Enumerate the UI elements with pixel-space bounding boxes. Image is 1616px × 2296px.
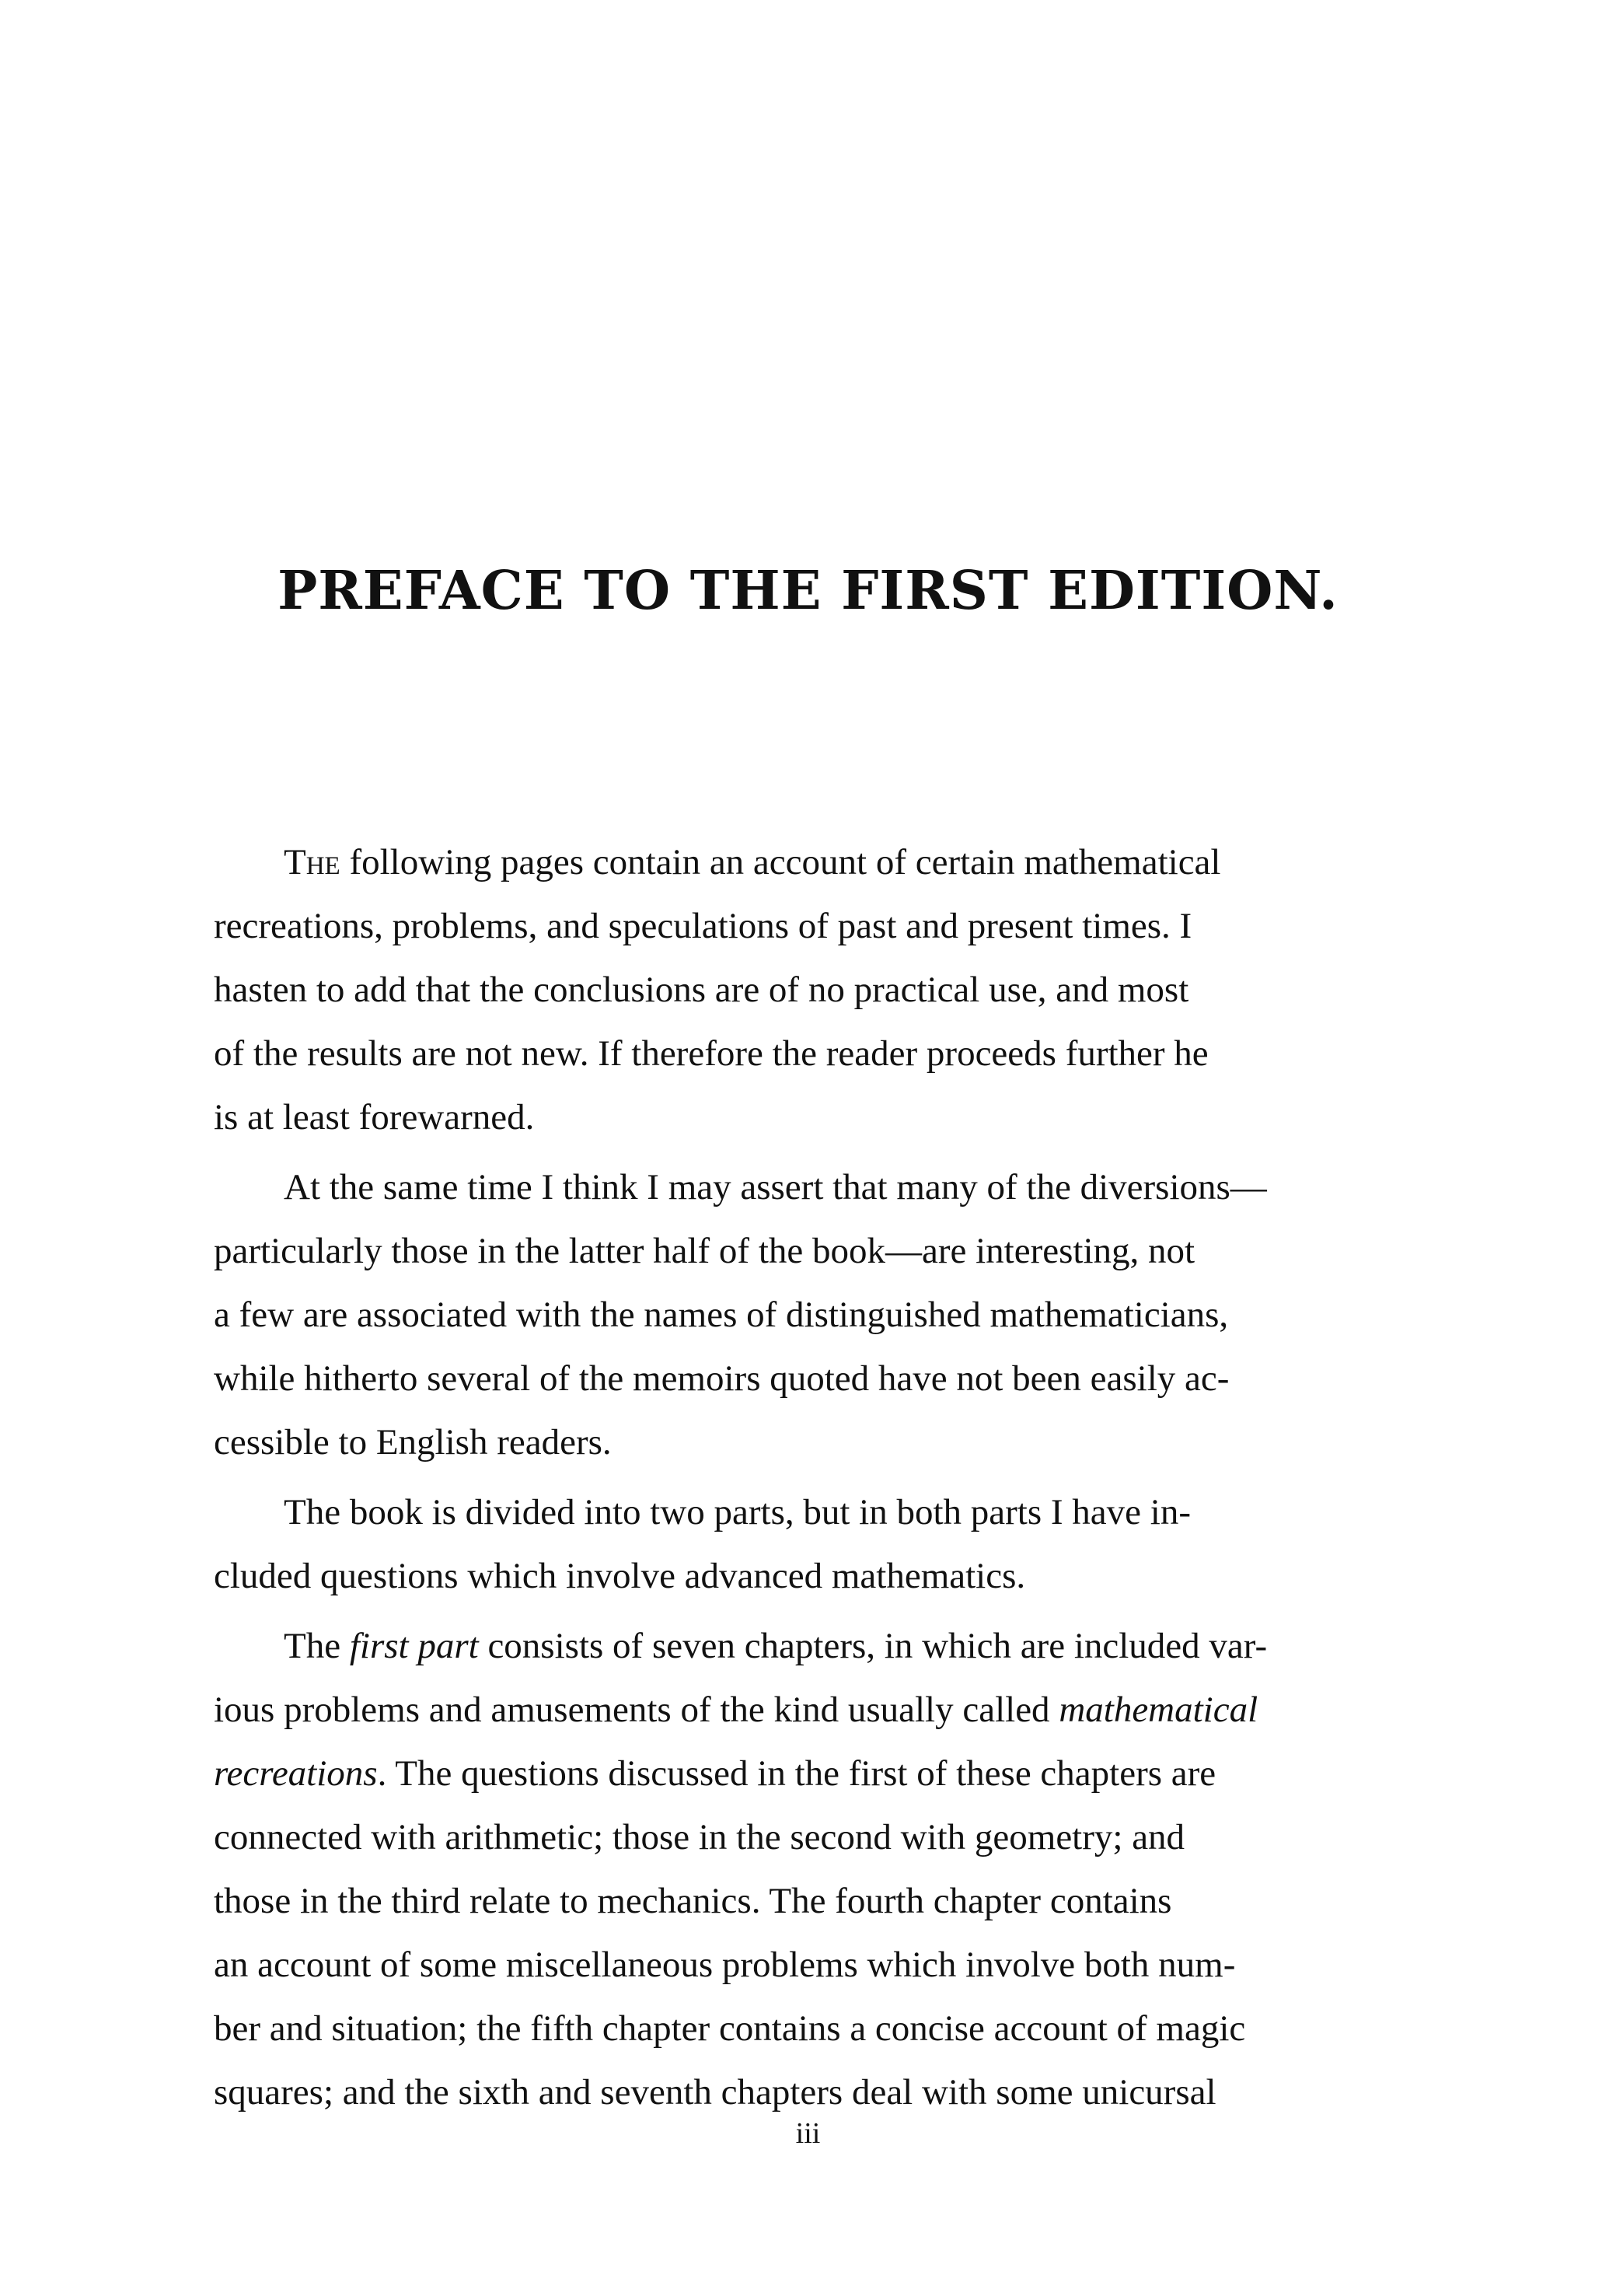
page-title: PREFACE TO THE FIRST EDITION. [277, 560, 1339, 622]
paragraph-4 [214, 1614, 1381, 2124]
paragraph-4-mid: consists of seven chapters, in which are included var- ious problems and amusements of the kind usually called [214, 1626, 1268, 1730]
preface-body [214, 830, 1381, 2130]
paragraph-2: At the same time I think I may assert that many of the diversions— particularly those in the latter half of the book—are interesting, not a few are associated with the names of distinguished mathematicians, while hitherto several of the memoirs quoted have not been easily ac- cessible to English readers. [214, 1167, 1267, 1463]
page-number: iii [795, 2117, 821, 2150]
paragraph-1-text: following pages contain an account of certain mathematical recreations, problems, and speculations of past and present times. I hasten to add that the conclusions are of no practical use, and most of the results are not new. If therefore the reader proceeds further he is at least forewarned. [214, 842, 1221, 1138]
paragraph-4-post: . The questions discussed in the first of these chapters are connected with arithmetic; those in the second with geometry; and those in the third relate to mechanics. The fourth chapter contains an account of some miscellaneous problems which involve both num- ber and situation; the fifth chapter contains a concise account of magic squares; and the sixth and seventh chapters deal with some unicursal [214, 1753, 1246, 2113]
paragraph-1-lead: The [284, 842, 340, 882]
paragraph-4-emphasis-first-part: first part [349, 1626, 479, 1666]
paragraph-3: The book is divided into two parts, but in both parts I have in- cluded questions which involve advanced mathematics. [214, 1492, 1191, 1596]
paragraph-4-emphasis-recreations: mathematical recreations [214, 1690, 1258, 1794]
paragraph-1 [214, 830, 1381, 1149]
paragraph-4-pre: The [284, 1626, 350, 1666]
